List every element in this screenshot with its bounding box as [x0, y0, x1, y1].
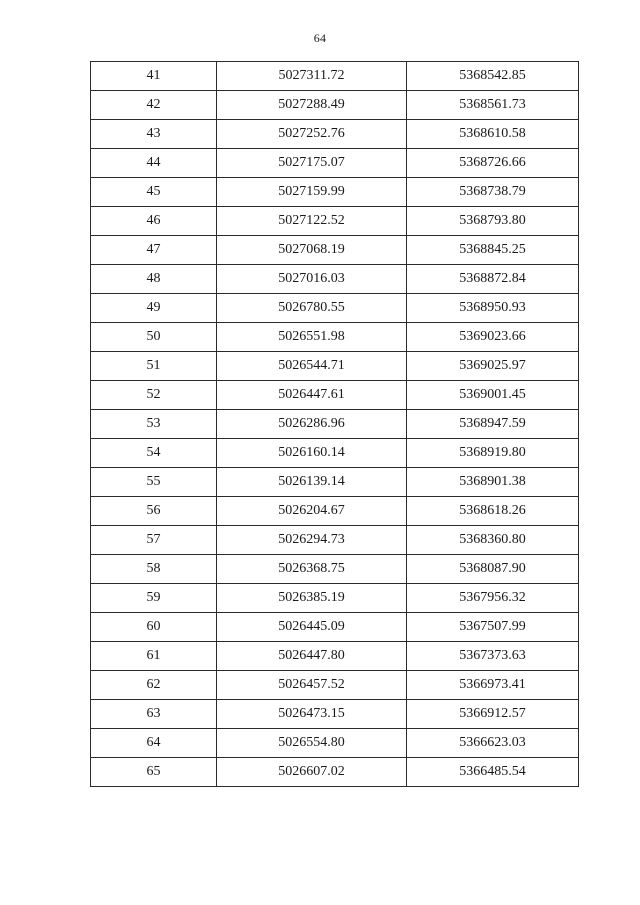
- table-row: [91, 613, 579, 642]
- table-row: [91, 265, 579, 294]
- point-number-cell: 51: [91, 352, 217, 381]
- point-number-cell: 58: [91, 555, 217, 584]
- point-number-cell: 61: [91, 642, 217, 671]
- point-number-cell: 62: [91, 671, 217, 700]
- point-number-cell: 60: [91, 613, 217, 642]
- table-body: [91, 62, 579, 787]
- y-coordinate-cell: 5367373.63: [407, 642, 579, 671]
- y-coordinate-cell: 5368726.66: [407, 149, 579, 178]
- table-row: [91, 555, 579, 584]
- y-coordinate-cell: 5368901.38: [407, 468, 579, 497]
- y-coordinate-cell: 5368793.80: [407, 207, 579, 236]
- table-row: [91, 62, 579, 91]
- x-coordinate-cell: 5026554.80: [217, 729, 407, 758]
- point-number-cell: 59: [91, 584, 217, 613]
- table-row: [91, 700, 579, 729]
- table-row: [91, 352, 579, 381]
- x-coordinate-cell: 5027311.72: [217, 62, 407, 91]
- x-coordinate-cell: 5027016.03: [217, 265, 407, 294]
- table-row: [91, 729, 579, 758]
- x-coordinate-cell: 5026160.14: [217, 439, 407, 468]
- table-row: [91, 758, 579, 787]
- table-row: [91, 439, 579, 468]
- table-row: [91, 526, 579, 555]
- x-coordinate-cell: 5026286.96: [217, 410, 407, 439]
- point-number-cell: 48: [91, 265, 217, 294]
- x-coordinate-cell: 5026544.71: [217, 352, 407, 381]
- point-number-cell: 46: [91, 207, 217, 236]
- y-coordinate-cell: 5366973.41: [407, 671, 579, 700]
- x-coordinate-cell: 5026139.14: [217, 468, 407, 497]
- y-coordinate-cell: 5366485.54: [407, 758, 579, 787]
- x-coordinate-cell: 5027252.76: [217, 120, 407, 149]
- x-coordinate-cell: 5026457.52: [217, 671, 407, 700]
- x-coordinate-cell: 5026385.19: [217, 584, 407, 613]
- y-coordinate-cell: 5368087.90: [407, 555, 579, 584]
- y-coordinate-cell: 5369023.66: [407, 323, 579, 352]
- point-number-cell: 45: [91, 178, 217, 207]
- point-number-cell: 42: [91, 91, 217, 120]
- point-number-cell: 65: [91, 758, 217, 787]
- x-coordinate-cell: 5026607.02: [217, 758, 407, 787]
- table-row: [91, 468, 579, 497]
- point-number-cell: 52: [91, 381, 217, 410]
- x-coordinate-cell: 5026551.98: [217, 323, 407, 352]
- table-row: [91, 236, 579, 265]
- point-number-cell: 57: [91, 526, 217, 555]
- y-coordinate-cell: 5368872.84: [407, 265, 579, 294]
- page-number: 64: [313, 31, 327, 45]
- point-number-cell: 47: [91, 236, 217, 265]
- table-row: [91, 410, 579, 439]
- y-coordinate-cell: 5368738.79: [407, 178, 579, 207]
- point-number-cell: 50: [91, 323, 217, 352]
- coordinates-table: [90, 61, 579, 787]
- table-row: [91, 294, 579, 323]
- y-coordinate-cell: 5368561.73: [407, 91, 579, 120]
- point-number-cell: 44: [91, 149, 217, 178]
- x-coordinate-cell: 5026294.73: [217, 526, 407, 555]
- x-coordinate-cell: 5026780.55: [217, 294, 407, 323]
- table-row: [91, 149, 579, 178]
- y-coordinate-cell: 5366912.57: [407, 700, 579, 729]
- y-coordinate-cell: 5368360.80: [407, 526, 579, 555]
- point-number-cell: 64: [91, 729, 217, 758]
- table-row: [91, 323, 579, 352]
- table-row: [91, 381, 579, 410]
- y-coordinate-cell: 5368542.85: [407, 62, 579, 91]
- y-coordinate-cell: 5367956.32: [407, 584, 579, 613]
- point-number-cell: 41: [91, 62, 217, 91]
- point-number-cell: 43: [91, 120, 217, 149]
- x-coordinate-cell: 5027288.49: [217, 91, 407, 120]
- y-coordinate-cell: 5367507.99: [407, 613, 579, 642]
- y-coordinate-cell: 5368947.59: [407, 410, 579, 439]
- y-coordinate-cell: 5369025.97: [407, 352, 579, 381]
- point-number-cell: 49: [91, 294, 217, 323]
- x-coordinate-cell: 5027175.07: [217, 149, 407, 178]
- x-coordinate-cell: 5027068.19: [217, 236, 407, 265]
- y-coordinate-cell: 5368618.26: [407, 497, 579, 526]
- x-coordinate-cell: 5027159.99: [217, 178, 407, 207]
- x-coordinate-cell: 5026204.67: [217, 497, 407, 526]
- point-number-cell: 54: [91, 439, 217, 468]
- x-coordinate-cell: 5026447.80: [217, 642, 407, 671]
- x-coordinate-cell: 5026447.61: [217, 381, 407, 410]
- table-row: [91, 91, 579, 120]
- table-row: [91, 497, 579, 526]
- table-row: [91, 207, 579, 236]
- y-coordinate-cell: 5368610.58: [407, 120, 579, 149]
- y-coordinate-cell: 5368919.80: [407, 439, 579, 468]
- point-number-cell: 53: [91, 410, 217, 439]
- table-row: [91, 642, 579, 671]
- y-coordinate-cell: 5368950.93: [407, 294, 579, 323]
- x-coordinate-cell: 5026368.75: [217, 555, 407, 584]
- y-coordinate-cell: 5369001.45: [407, 381, 579, 410]
- x-coordinate-cell: 5026473.15: [217, 700, 407, 729]
- table-row: [91, 671, 579, 700]
- table-row: [91, 120, 579, 149]
- point-number-cell: 55: [91, 468, 217, 497]
- table-row: [91, 178, 579, 207]
- y-coordinate-cell: 5368845.25: [407, 236, 579, 265]
- y-coordinate-cell: 5366623.03: [407, 729, 579, 758]
- point-number-cell: 56: [91, 497, 217, 526]
- point-number-cell: 63: [91, 700, 217, 729]
- x-coordinate-cell: 5027122.52: [217, 207, 407, 236]
- x-coordinate-cell: 5026445.09: [217, 613, 407, 642]
- table-row: [91, 584, 579, 613]
